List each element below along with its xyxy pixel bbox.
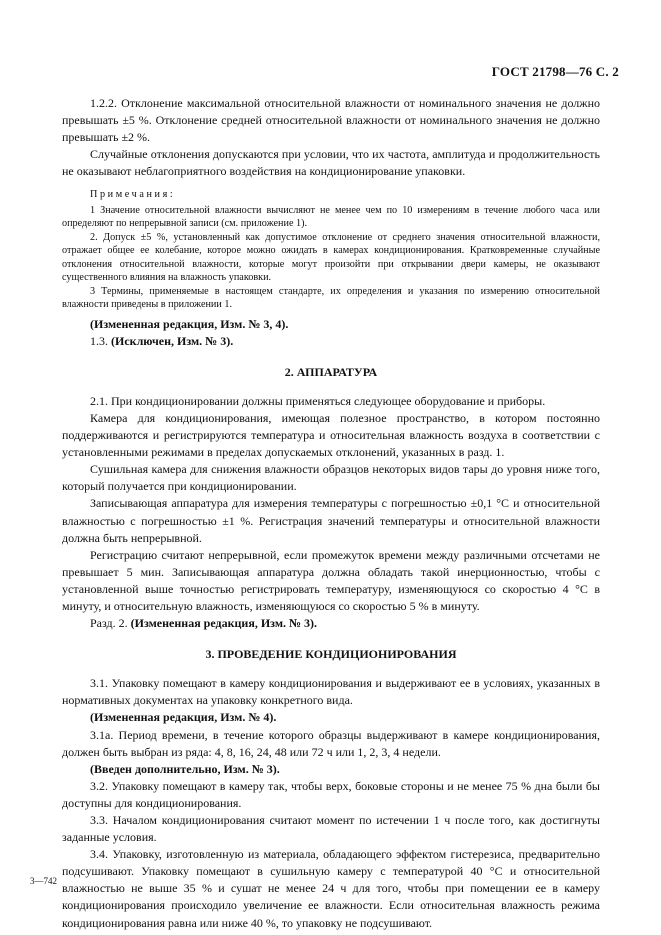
note-3: 3 Термины, применяемые в настоящем стандарте, их определения и указания по измерению относительной влажности приведены в приложении 1. (62, 285, 600, 311)
clause-1-3 (62, 333, 600, 350)
section-3-heading: 3. ПРОВЕДЕНИЕ КОНДИЦИОНИРОВАНИЯ (205, 647, 457, 662)
clause-3-1a-amendment: (Введен дополнительно, Изм. № 3). (90, 761, 280, 776)
notes-title: Примечания: (90, 189, 176, 201)
clause-1-3-label: 1.3. (90, 333, 108, 348)
clause-3-2: 3.2. Упаковку помещают в камеру так, чтобы верх, боковые стороны и не менее 75 % дна были бы доступны для кондиционирования. (62, 778, 600, 810)
clause-3-1-amendment: (Измененная редакция, Изм. № 4). (90, 710, 277, 725)
note-2: 2. Допуск ±5 %, установленный как допустимое отклонение от среднего значения относительной влажности, отражает общее ее колебание, которое можно ожидать в камерах кондиционирования. Кратковременные случайные отклонения относительной влажности, которые могут произойти при открывании двери камеры, не оказывают существенного влияния на влажность упаковки. (62, 231, 600, 284)
section-2-amendment-label: Разд. 2. (90, 616, 128, 631)
note-1: 1 Значение относительной влажности вычисляют не менее чем по 10 измерениям в течение любого часа или определяют по непрерывной записи (см. приложение 1). (62, 204, 600, 230)
clause-2-1: 2.1. При кондиционировании должны применяться следующее оборудование и приборы. (90, 393, 546, 408)
clause-1-3-status: (Исключен, Изм. № 3). (111, 333, 234, 348)
document-header: ГОСТ 21798—76 С. 2 (491, 64, 619, 79)
registration-paragraph: Регистрацию считают непрерывной, если промежуток времени между различными отсчетами не превышает 5 мин. Записывающая аппаратура должна обладать такой инерционностью, чтобы с установленной выше точностью регистрировать температуру, изменяющуюся со скоростью 4 °С в минуту, и относительную влажность, изменяющуюся со скоростью 5 % в минуту. (62, 547, 600, 613)
document-body (62, 95, 600, 932)
recorder-paragraph: Записывающая аппаратура для измерения температуры с погрешностью ±0,1 °С и относительной влажностью с погрешностью ±1 %. Регистрация значений температуры и относительной влажности должна быть непрерывной. (62, 496, 600, 545)
page-footer-code: 3—742 (30, 876, 57, 886)
dryer-paragraph: Сушильная камера для снижения влажности образцов некоторых видов тары до уровня ниже того, который получается при кондиционировании. (62, 462, 600, 494)
chamber-paragraph: Камера для кондиционирования, имеющая полезное пространство, в котором постоянно поддерживаются и регистрируются температура и относительная влажность воздуха в соответствии с установленными режимами в пределах допускаемых отклонений, указанных в разд. 1. (62, 410, 600, 460)
section-2-amendment-status: (Измененная редакция, Изм. № 3). (130, 616, 318, 631)
amendment-note-1: (Измененная редакция, Изм. № 3, 4). (90, 316, 289, 331)
clause-3-4: 3.4. Упаковку, изготовленную из материала, обладающего эффектом гистерезиса, предварительно подсушивают. Упаковку помещают в сушильную камеру с температурой 40 °С и относительной влажностью не выше 35 % и сушат не менее 24 ч для того, чтобы при помещении ее в камеру кондиционирования происходило увеличение ее влажности. Если относительная влажность режима кондиционирования равна или ниже 40 %, то упаковку не подсушивают. (62, 847, 600, 930)
random-deviations-paragraph: Случайные отклонения допускаются при условии, что их частота, амплитуда и продолжительность не оказывают неблагоприятного воздействия на кондиционирование упаковки. (62, 147, 600, 179)
clause-3-1a: 3.1а. Период времени, в течение которого образцы выдерживают в камере кондиционирования, должен быть выбран из ряда: 4, 8, 16, 24, 48 или 72 ч или 1, 2, 3, 4 недели. (62, 727, 600, 759)
section-2-amendment (62, 615, 600, 632)
clause-1-2-2: 1.2.2. Отклонение максимальной относительной влажности от номинального значения не должно превышать ±5 %. Отклонение средней относительной влажности от номинального значения не должно превышать ±2 %. (62, 96, 600, 145)
section-2-heading: 2. АППАРАТУРА (284, 364, 378, 379)
clause-3-1: 3.1. Упаковку помещают в камеру кондиционирования и выдерживают ее в условиях, указанных в нормативных документах на упаковку конкретного вида. (62, 676, 600, 708)
clause-3-3: 3.3. Началом кондиционирования считают момент по истечении 1 ч после того, как достигнуты заданные условия. (62, 813, 600, 845)
